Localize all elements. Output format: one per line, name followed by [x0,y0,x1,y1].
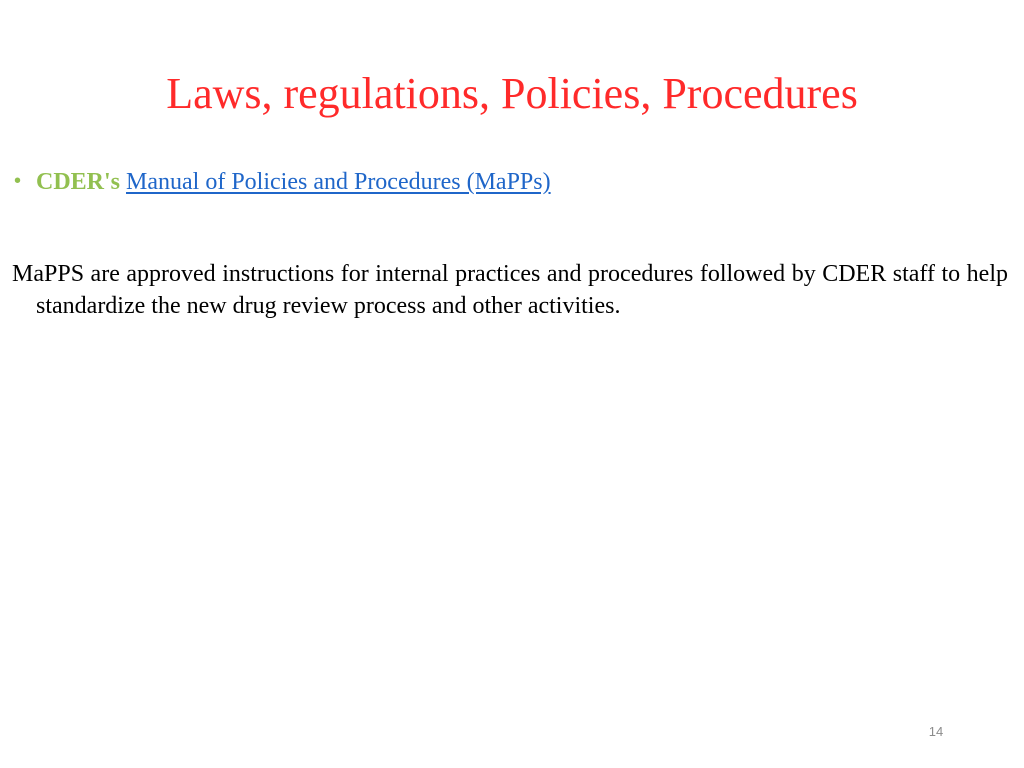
slide-title: Laws, regulations, Policies, Procedures [166,69,858,118]
cder-label: CDER's [36,169,121,195]
bullet-marker: • [14,170,22,192]
mapps-link[interactable]: Manual of Policies and Procedures (MaPPs) [126,169,551,195]
page-number: 14 [928,724,944,739]
bullet-item [14,164,551,199]
mapps-description: MaPPS are approved instructions for internal practices and procedures followed by CDER staff to help standardize the new drug review process and other activities. [12,261,1008,319]
